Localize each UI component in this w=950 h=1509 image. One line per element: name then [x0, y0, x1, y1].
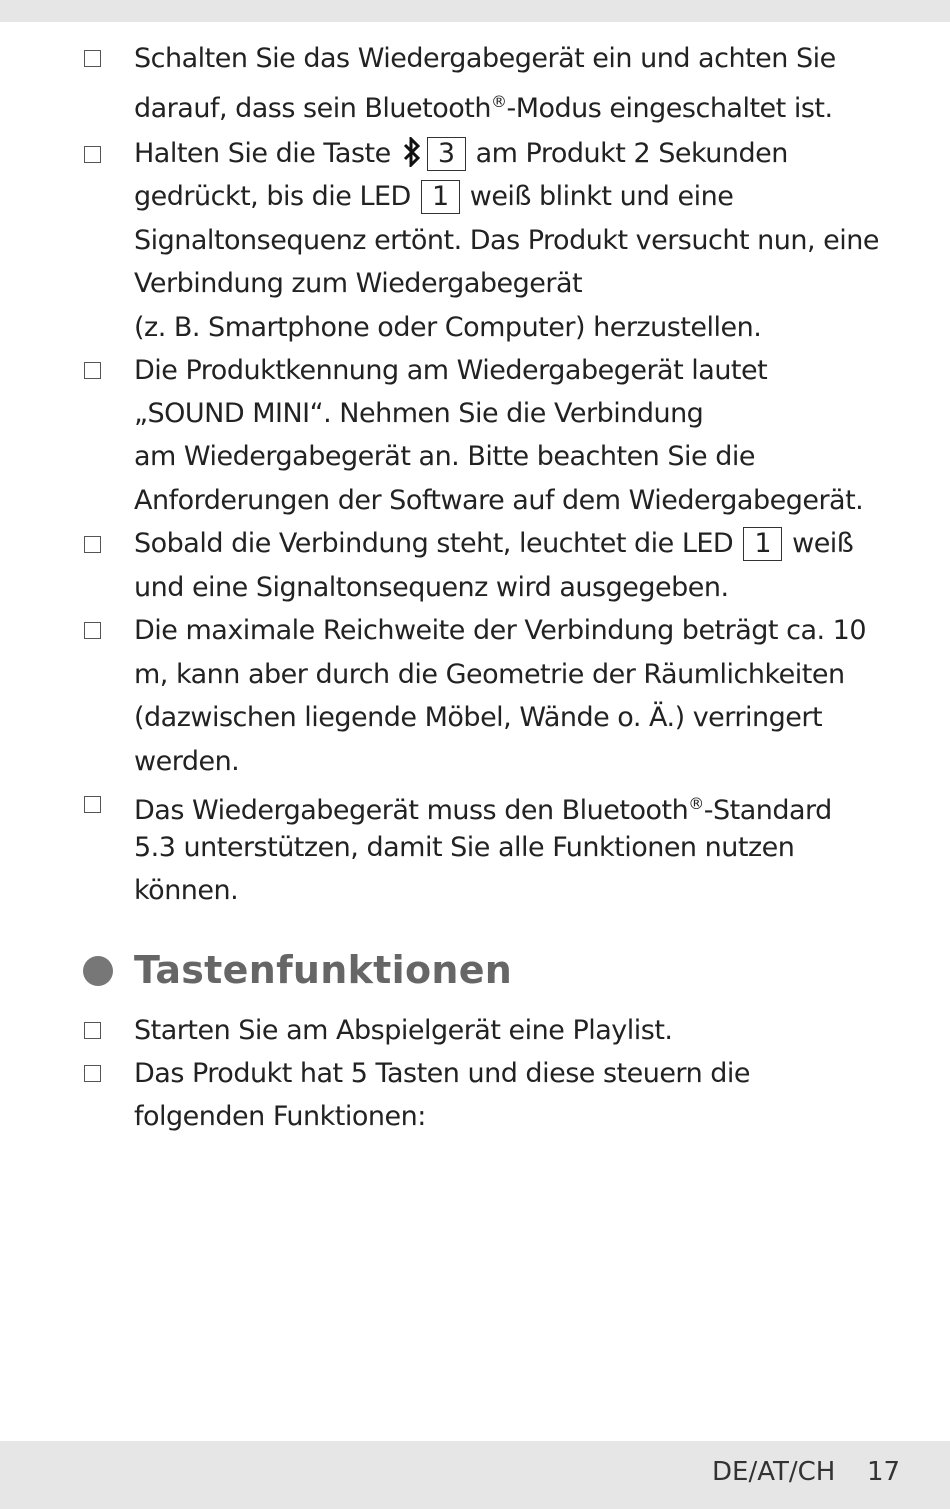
text-line: werden. [134, 746, 240, 777]
text-line: Anforderungen der Software auf dem Wiedergabegerät. [134, 485, 864, 516]
text-line: Die Produktkennung am Wiedergabegerät lautet [134, 355, 768, 386]
text-line: Verbindung zum Wiedergabegerät [134, 268, 583, 299]
text-line: Das Produkt hat 5 Tasten und diese steuern die [134, 1058, 751, 1089]
text-line: Schalten Sie das Wiedergabegerät ein und achten Sie [134, 43, 836, 74]
checkbox-bullet [84, 146, 101, 163]
registered-mark: ® [688, 794, 704, 813]
text-line: darauf, dass sein Bluetooth®-Modus eingeschaltet ist. [134, 92, 833, 124]
button-reference-box: 3 [427, 137, 466, 171]
text-line: folgenden Funktionen: [134, 1101, 426, 1132]
checkbox-bullet [84, 536, 101, 553]
checkbox-bullet [84, 796, 101, 813]
text-line: am Wiedergabegerät an. Bitte beachten Sie die [134, 441, 755, 472]
text-line: können. [134, 875, 239, 906]
checkbox-bullet [84, 362, 101, 379]
top-margin-band [0, 0, 950, 22]
text-line: gedrückt, bis die LED 1 weiß blinkt und eine [134, 181, 734, 212]
page-number: 17 [867, 1457, 901, 1487]
text-line: „SOUND MINI“. Nehmen Sie die Verbindung [134, 398, 704, 429]
footer-region-label: DE/AT/CH [712, 1457, 836, 1487]
text-line: 5.3 unterstützen, damit Sie alle Funktionen nutzen [134, 832, 795, 863]
text-line: Signaltonsequenz ertönt. Das Produkt versucht nun, eine [134, 225, 879, 256]
text-line: Das Wiedergabegerät muss den Bluetooth®-Standard [134, 794, 832, 826]
led-reference-box: 1 [743, 527, 782, 561]
registered-mark: ® [490, 92, 507, 111]
checkbox-bullet [84, 622, 101, 639]
text-line: Starten Sie am Abspielgerät eine Playlist. [134, 1015, 673, 1046]
text-line: Sobald die Verbindung steht, leuchtet die LED 1 weiß [134, 528, 854, 559]
text-line: Die maximale Reichweite der Verbindung beträgt ca. 10 [134, 615, 867, 646]
led-reference-box: 1 [421, 180, 460, 214]
text-line: und eine Signaltonsequenz wird ausgegeben. [134, 572, 729, 603]
checkbox-bullet [84, 1022, 101, 1039]
checkbox-bullet [84, 50, 101, 67]
text-line: (z. B. Smartphone oder Computer) herzustellen. [134, 312, 762, 343]
checkbox-bullet [84, 1065, 101, 1082]
text-line: m, kann aber durch die Geometrie der Räumlichkeiten [134, 659, 845, 690]
section-bullet-icon [83, 956, 113, 986]
text-line: Halten Sie die Taste 3 am Produkt 2 Sekunden [134, 132, 788, 181]
bluetooth-icon [401, 137, 423, 181]
section-heading: Tastenfunktionen [134, 948, 513, 992]
text-line: (dazwischen liegende Möbel, Wände o. Ä.) verringert [134, 702, 823, 733]
